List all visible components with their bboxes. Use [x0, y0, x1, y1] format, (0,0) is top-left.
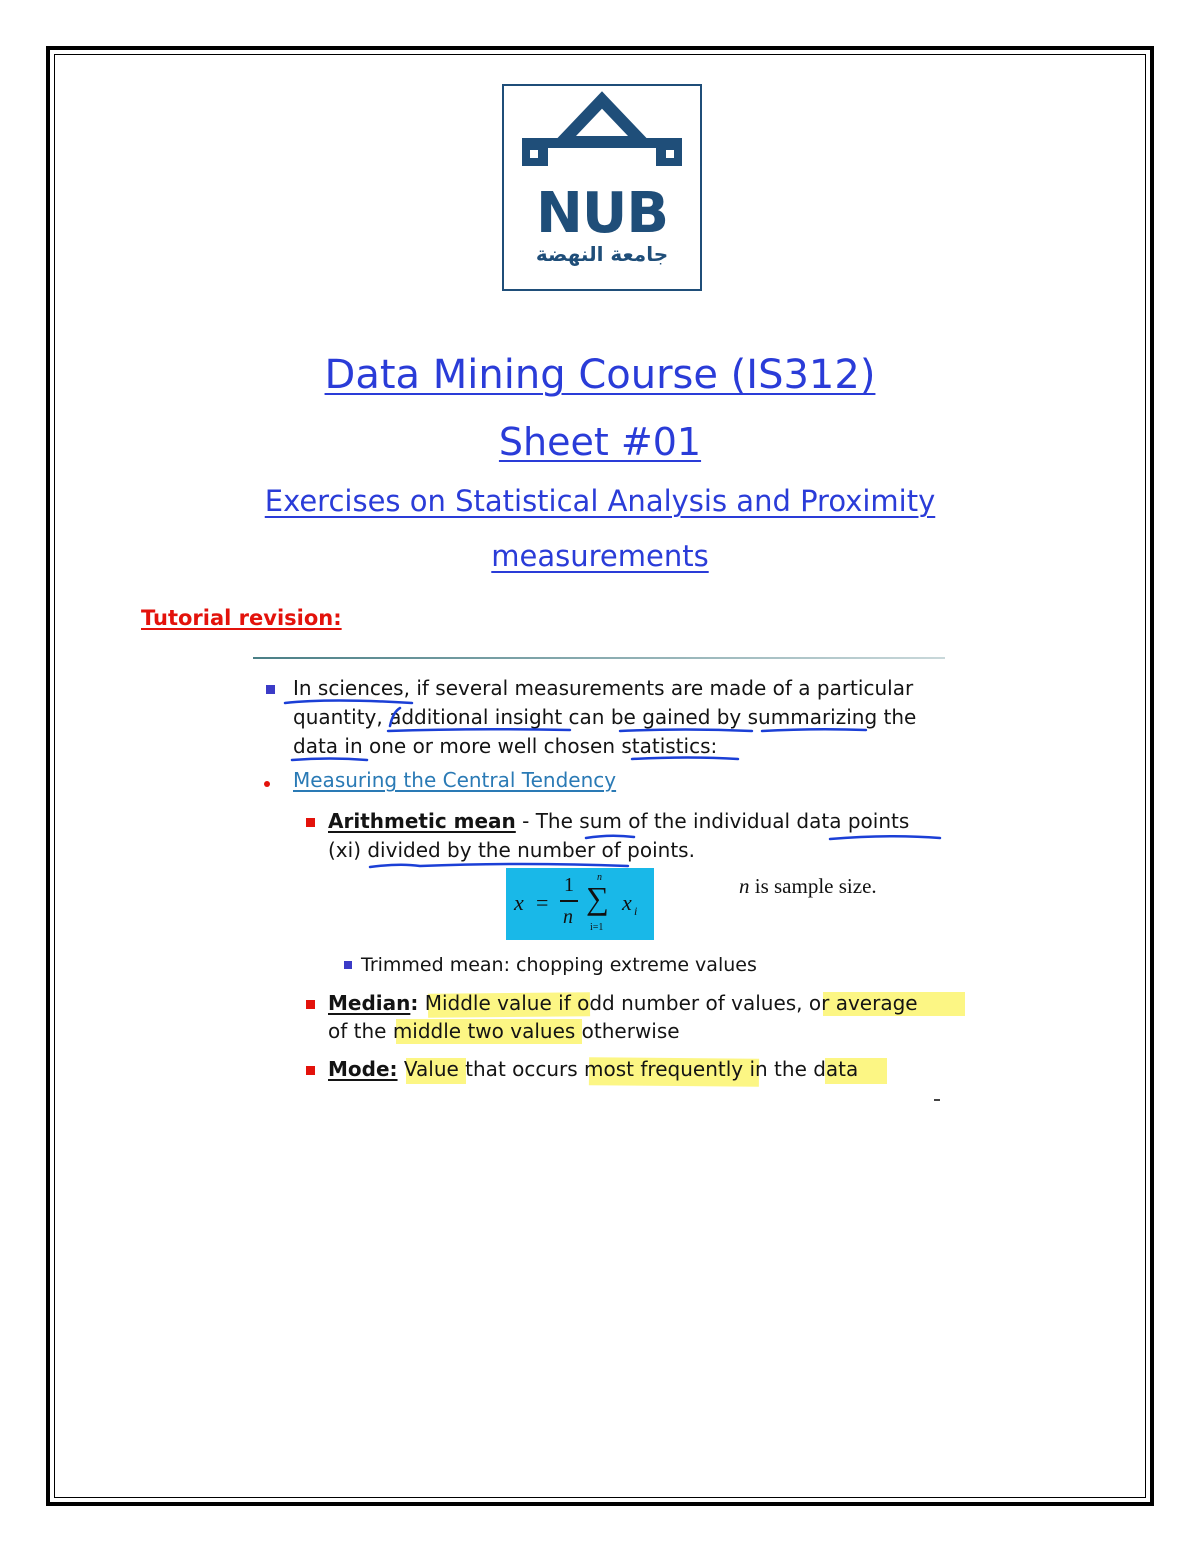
logo-arabic-text: جامعة النهضة	[535, 242, 669, 266]
mode-term: Mode:	[328, 1057, 398, 1081]
stray-mark	[934, 1099, 940, 1101]
mode-item	[328, 1055, 858, 1084]
bullet-square-icon	[266, 685, 275, 694]
bullet-square-icon	[344, 961, 352, 969]
tutorial-heading: Tutorial revision:	[141, 606, 342, 630]
slide-divider	[253, 657, 945, 659]
arithmetic-mean-definition: - The sum of the individual data points	[515, 809, 910, 833]
logo-text: NUB	[535, 181, 669, 246]
median-definition: Middle value if odd number of values, or average	[418, 991, 918, 1015]
formula-term: x	[622, 890, 632, 915]
formula-upper-limit: n	[597, 872, 602, 883]
intro-line-3: data in one or more well chosen statistics:	[293, 734, 718, 758]
formula-equals: =	[536, 890, 549, 915]
course-title: Data Mining Course (IS312)	[324, 352, 876, 398]
formula-term-subscript: i	[634, 904, 638, 918]
mean-formula	[506, 868, 654, 940]
fraction-bar	[560, 900, 578, 902]
sheet-number: Sheet #01	[498, 420, 702, 464]
pen-underline	[830, 836, 940, 839]
bullet-dot-icon	[264, 781, 270, 787]
formula-lhs: x	[514, 890, 524, 915]
bullet-square-icon	[306, 1000, 315, 1009]
sum-icon: ∑	[586, 880, 609, 916]
arithmetic-mean-term: Arithmetic mean	[328, 809, 516, 833]
arithmetic-mean-item	[328, 807, 909, 836]
sample-size-note	[739, 874, 877, 899]
formula-denominator: n	[563, 906, 573, 928]
subtitle-line-2: measurements	[491, 539, 709, 573]
median-colon: :	[410, 991, 419, 1015]
formula-numerator: 1	[564, 874, 574, 896]
formula-lower-limit: i=1	[590, 922, 604, 933]
bullet-square-icon	[306, 818, 315, 827]
trimmed-mean-item: Trimmed mean: chopping extreme values	[361, 954, 757, 976]
subtitle-line-1: Exercises on Statistical Analysis and Proximity	[264, 484, 936, 518]
mode-definition: Value that occurs most frequently in the data	[397, 1057, 859, 1081]
intro-line-1: In sciences, if several measurements are made of a particular	[293, 676, 914, 700]
median-definition-2: of the middle two values otherwise	[328, 1019, 680, 1043]
sample-size-variable: n	[739, 874, 750, 898]
central-tendency-heading: Measuring the Central Tendency	[293, 768, 617, 792]
intro-line-2: quantity, additional insight can be gained by summarizing the	[293, 705, 917, 729]
arithmetic-mean-definition-2: (xi) divided by the number of points.	[328, 838, 695, 862]
bullet-square-icon	[306, 1066, 315, 1075]
median-item	[328, 989, 918, 1018]
sample-size-text: is sample size.	[749, 874, 877, 898]
median-term: Median	[328, 991, 411, 1015]
